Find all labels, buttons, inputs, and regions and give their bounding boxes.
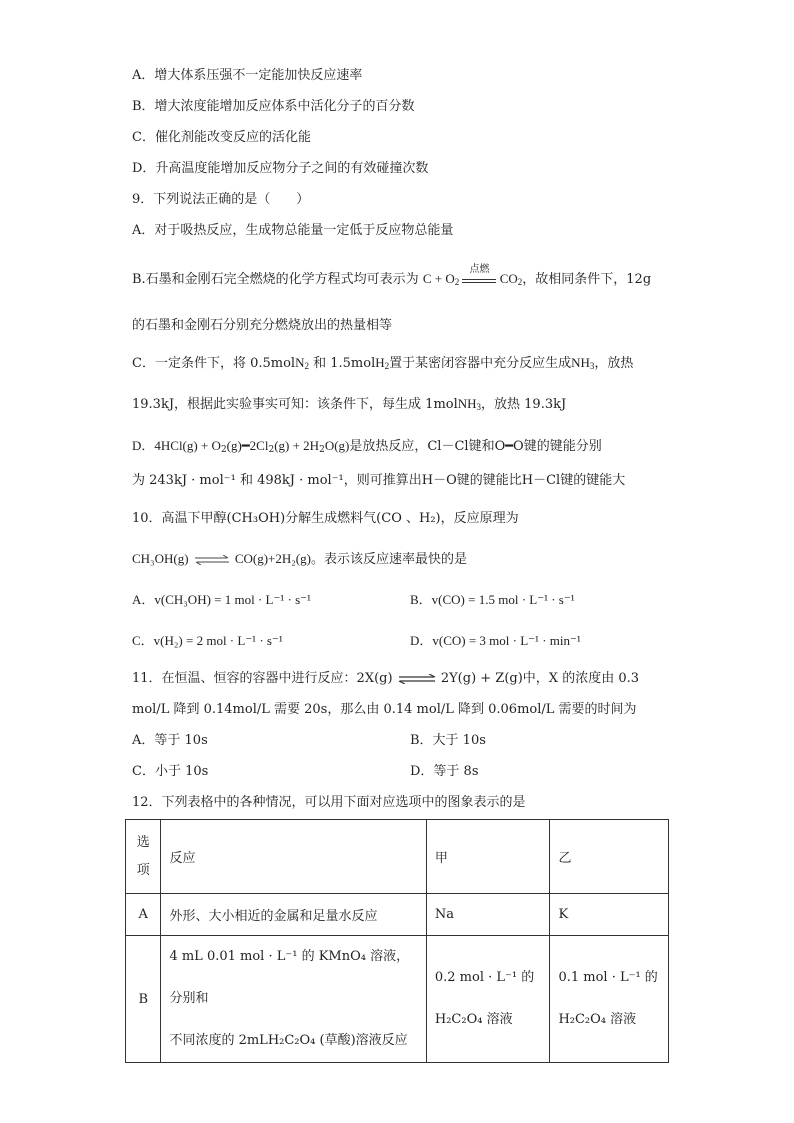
table-row — [126, 894, 669, 936]
q9-b-text-pre: B.石墨和金刚石完全燃烧的化学方程式均可表示为 — [132, 272, 419, 287]
q9-b-equation: $C + O_2$ 点燃 $CO_2$ — [422, 264, 523, 287]
row-yi: 0.1 mol · L⁻¹ 的 H₂C₂O₄ 溶液 — [550, 936, 669, 1063]
q11-option-d: D．等于 8s — [410, 764, 479, 779]
q12-stem: 12．下列表格中的各种情况，可以用下面对应选项中的图象表示的是 — [132, 795, 526, 810]
reversible-arrow-icon — [397, 674, 437, 684]
q8-option-d: D．升高温度能增加反应物分子之间的有效碰撞次数 — [132, 161, 429, 176]
q11-option-a: A．等于 10s — [132, 733, 208, 748]
q10-option-a: A．v(CH₃OH) = 1 mol · L⁻¹ · s⁻¹ — [132, 592, 311, 607]
row-yi: K — [550, 894, 669, 936]
q9-option-b-line1 — [132, 264, 652, 289]
reversible-arrow-icon — [193, 555, 231, 565]
q10-stem-line2: CH₃OH(g) CO(g)+2H₂(g)。表示该反应速率最快的是 — [132, 551, 467, 567]
q8-option-b: B．增大浓度能增加反应体系中活化分子的百分数 — [132, 99, 415, 114]
q10-stem-line1: 10．高温下甲醇(CH₃OH)分解生成燃料气(CO 、H₂)，反应原理为 — [132, 511, 519, 526]
q9-option-b-line2: 的石墨和金刚石分别充分燃烧放出的热量相等 — [132, 318, 393, 333]
q10-option-c: C．v(H₂) = 2 mol · L⁻¹ · s⁻¹ — [132, 633, 283, 648]
q9-option-a: A．对于吸热反应，生成物总能量一定低于反应物总能量 — [132, 223, 454, 238]
q9-stem: 9．下列说法正确的是（ ） — [132, 192, 310, 207]
ignition-arrow-icon: 点燃 — [462, 272, 496, 283]
q9-option-c-line2: 19.3kJ，根据此实验事实可知：该条件下，每生成 1molNH$_3$，放热 19.3kJ — [132, 396, 567, 412]
table-row — [126, 936, 669, 1063]
q10-option-d: D．v(CO) = 3 mol · L⁻¹ · min⁻¹ — [410, 633, 581, 648]
row-jia: Na — [426, 894, 550, 936]
q10-option-b: B．v(CO) = 1.5 mol · L⁻¹ · s⁻¹ — [410, 592, 575, 607]
row-jia: 0.2 mol · L⁻¹ 的 H₂C₂O₄ 溶液 — [426, 936, 550, 1063]
q9-option-d-line2: 为 243kJ · mol⁻¹ 和 498kJ · mol⁻¹，则可推算出H－O键的键能比H－Cl键的键能大 — [132, 473, 626, 488]
q11-option-b: B．大于 10s — [410, 733, 486, 748]
q9-option-c-line1: C．一定条件下，将 0.5molN$_2$ 和 1.5molH$_2$置于某密闭容器中充分反应生成$NH_3$，放热 — [132, 355, 634, 371]
row-option: B — [126, 936, 161, 1063]
q8-option-c: C．催化剂能改变反应的活化能 — [132, 130, 311, 145]
q11-stem-line2: mol/L 降到 0.14mol/L 需要 20s，那么由 0.14 mol/L 降到 0.06mol/L 需要的时间为 — [132, 702, 637, 717]
row-reaction: 外形、大小相近的金属和足量水反应 — [161, 894, 426, 936]
q11-option-c: C．小于 10s — [132, 764, 209, 779]
q11-stem-line1: 11．在恒温、恒容的容器中进行反应：2X(g) 2Y(g) + Z(g)中，X 的浓度由 0.3 — [132, 671, 639, 686]
header-jia: 甲 — [426, 820, 550, 894]
row-option: A — [126, 894, 161, 936]
q9-option-d-line1: D．$4HCl(g) + O_2(g)━2Cl_2(g) + 2H_2O(g)$是放热反应，Cl－Cl键和O━O键的键能分别 — [132, 438, 602, 455]
table-header-row — [126, 820, 669, 894]
q12-table — [125, 819, 669, 1063]
header-option: 选 项 — [126, 820, 161, 894]
header-reaction: 反应 — [161, 820, 426, 894]
row-reaction: 4 mL 0.01 mol · L⁻¹ 的 KMnO₄ 溶液，分别和 不同浓度的 2mLH₂C₂O₄ (草酸)溶液反应 — [161, 936, 426, 1063]
q9-b-text-post: ，故相同条件下，12g — [522, 272, 652, 287]
header-yi: 乙 — [550, 820, 669, 894]
q8-option-a: A．增大体系压强不一定能加快反应速率 — [132, 68, 363, 83]
